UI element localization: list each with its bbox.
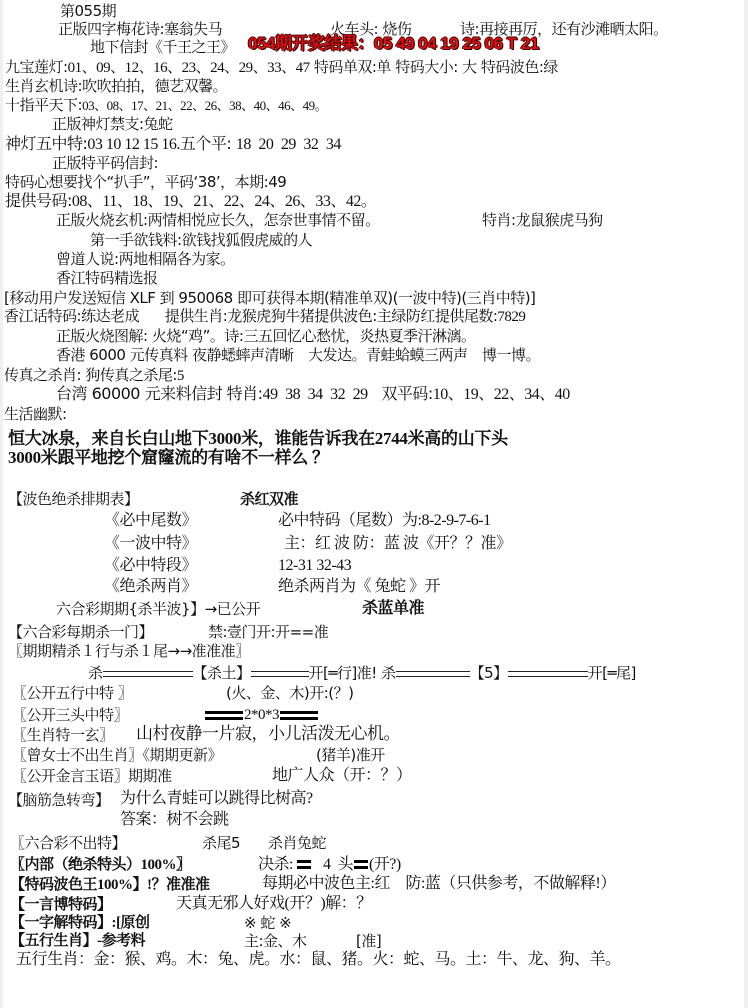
xiangjiang-select: 香江特码精选报 — [56, 269, 158, 287]
odd-even-value: 单 — [376, 58, 391, 76]
kill-door-label: 【六合彩每期杀一门】 — [8, 623, 154, 641]
wave-row-value-2: 12-31 32-43 — [278, 557, 352, 574]
left-border — [0, 0, 3, 1008]
lamp-forbidden-value: 兔蛇 — [143, 115, 173, 133]
fire-mystery-row — [56, 211, 380, 229]
hk-fax-label: 香港 6000 元传真料 — [56, 346, 188, 364]
three-heads-row — [204, 706, 319, 724]
lamp-five-label: 神灯五中特: — [5, 134, 88, 153]
wuxing-ref-tag: [准] — [356, 932, 382, 950]
fire-mystery-value: 两情相悦应长久，怎奈世事情不留。 — [147, 211, 380, 229]
three-heads-label: 〖公开三头中特〗 — [12, 706, 129, 724]
plum-poem-row — [58, 20, 222, 38]
half-wave-right: 杀蓝单准 — [362, 600, 425, 617]
taiwan-double-label: 双平码: — [381, 384, 433, 403]
inner-head-value: 4 — [322, 856, 331, 873]
talk-color-label: 提供波色: — [314, 307, 377, 325]
fax-kill-zodiac-value: 狗 — [85, 366, 100, 384]
humor-line-1: 恒大冰泉，来自长白山地下3000米，谁能告诉我在2744米高的山下头 — [8, 429, 508, 448]
open2: 开[═尾] — [587, 664, 636, 682]
double-line-divider — [251, 671, 309, 677]
riddle-question: 为什么青蛙可以跳得比树高? — [120, 790, 313, 807]
ms-zeng-value: (猪羊)准开 — [316, 746, 385, 764]
zeng-daoren-value: 两地相隔各为家。 — [118, 250, 235, 268]
bar-glyph — [297, 860, 311, 870]
riddle-answer: 答案：树不会跳 — [120, 811, 229, 828]
provided-numbers-label: 提供号码: — [5, 191, 72, 210]
taiwan-special-label: 特肖: — [226, 384, 263, 403]
ten-fingers-value: 03、08、17、21、22、26、38、40、46、49。 — [82, 98, 328, 113]
lamp-forbidden-label: 正版神灯禁支: — [52, 115, 144, 133]
plum-poem-label: 正版四字梅花诗: — [58, 20, 165, 38]
five-elements-value: (火、金、木)开:(？) — [226, 684, 354, 702]
zodiac-poem-row — [5, 77, 227, 95]
hk-fax-value: 夜静蟋蟀声清晰 大发达。青蛙蛤蟆三两声 博一博。 — [192, 346, 541, 364]
xiangjiang-talk-row — [4, 307, 525, 326]
wave-row-value-1: 主：红 波 防：蓝 波《开？？准》 — [284, 535, 512, 552]
train-label: 火车头: — [330, 20, 379, 38]
sms-notice: [移动用户发送短信 XLF 到 950068 即可获得本期(精准单双)(一波中特)(三肖中特)] — [4, 289, 536, 307]
wuxing-list: 五行生肖：金：猴、鸡。木：兔、虎。水：鼠、猪。火：蛇、马。土：牛、龙、狗、羊。 — [16, 951, 621, 968]
bar-glyph — [280, 711, 318, 721]
hk-fax-row — [56, 346, 540, 364]
nine-lamps-row — [5, 58, 558, 77]
zodiac-poem-label: 生肖玄机诗: — [5, 77, 83, 95]
inner-head-open: (开?) — [368, 856, 401, 873]
fire-diagram-poem-value: 三五回忆心愁忧，炎热夏季汗淋漓。 — [243, 327, 476, 345]
first-hand-row — [90, 231, 312, 249]
wave-row-label-0: 《必中尾数》 — [104, 512, 198, 529]
fire-mystery-label: 正版火烧玄机: — [56, 211, 148, 229]
taiwan-letter-row — [56, 385, 570, 404]
fax-kill-tail-value: 5 — [176, 368, 184, 384]
poem-label: 诗: — [460, 20, 480, 38]
no-special-label: 〖六合彩不出特】 — [10, 834, 127, 852]
provided-numbers-value: 08、11、18、19、21、22、24、26、33、42。 — [71, 193, 377, 210]
wuxing-ref-label: 【五行生肖】-参考料 — [10, 933, 145, 949]
kill1: 杀 — [88, 664, 103, 682]
wave-table-title-right: 杀红双准 — [240, 490, 299, 508]
taiwan-special-value: 49 38 34 32 29 — [262, 386, 368, 403]
zodiac-mystery-label: 〖生肖特一玄〗 — [12, 726, 114, 744]
lamp-five-row — [5, 135, 341, 154]
bar-glyph — [205, 711, 243, 721]
one-char-value: ※ 蛇 ※ — [244, 914, 292, 932]
wave-row-value-3: 绝杀两肖为《 兔蛇 》开 — [278, 578, 441, 595]
five-elements-label: 〖公开五行中特 〗 — [12, 684, 133, 702]
golden-words-value: 地广人众（开：？） — [272, 767, 412, 784]
plum-poem-value: 塞翁失马 — [164, 20, 223, 38]
wuxing-ref-value: 主:金、木 — [244, 932, 307, 950]
fire-diagram-poem-label: 诗: — [224, 327, 244, 345]
talk-zodiac-value: 龙猴虎狗牛猪 — [227, 307, 315, 325]
humor-line-2: 3000米跟平地挖个窟窿流的有啥不一样么 ？ — [8, 448, 329, 467]
zeng-daoren-row — [56, 250, 235, 268]
inner-head-row — [258, 856, 401, 874]
five-flat-value: 18 20 29 32 34 — [235, 136, 341, 153]
odd-even-label: 特码单双: — [313, 58, 377, 76]
talk-tail-label: 提供尾数: — [434, 307, 498, 325]
tag1: 【杀土】 — [192, 664, 251, 682]
color-value: 绿 — [543, 58, 558, 76]
zeng-daoren-label: 曾道人说: — [56, 250, 119, 268]
wave-king-label: 【特码波色王100%】!？准准准 — [10, 877, 210, 893]
ten-fingers-row — [5, 96, 327, 115]
humor-label: 生活幽默: — [4, 405, 67, 423]
train-value: 烧伤 — [382, 20, 412, 38]
inner-head-suffix: 头 — [337, 856, 353, 873]
five-flat-label: 五个平: — [179, 134, 232, 153]
kill-door-value: 禁:壹门开:开==准 — [208, 623, 329, 641]
poem-value: 再接再厉，还有沙滩晒太阳。 — [479, 20, 668, 38]
wave-row-label-1: 《一波中特》 — [104, 535, 198, 552]
bar-glyph — [354, 860, 368, 870]
no-special-zodiac: 杀肖兔蛇 — [268, 834, 327, 852]
underground-letter: 地下信封《千王之王》 — [90, 38, 236, 56]
taiwan-label: 台湾 60000 元来料信封 — [56, 384, 223, 403]
nine-lamps-label: 九宝莲灯: — [5, 58, 68, 76]
zodiac-label: 特肖: — [482, 211, 516, 229]
kill-element-row — [88, 664, 636, 682]
open1: 开[═行]准! — [308, 664, 377, 682]
talk-value: 练达老成 — [81, 307, 140, 325]
wave-king-value: 每期必中波色主:红 防:蓝（只供参考，不做解释!） — [262, 875, 616, 892]
fax-kill-tail-label: 传真之杀尾: — [99, 366, 177, 384]
first-hand-value: 欲钱找狐假虎威的人 — [181, 231, 313, 249]
double-line-divider — [103, 671, 193, 677]
fire-mystery-zodiac — [482, 211, 603, 229]
talk-label: 香江话特码: — [4, 307, 82, 325]
color-label: 特码波色: — [480, 58, 544, 76]
inner-kill-label: 决杀: — [258, 856, 293, 873]
right-border — [744, 0, 748, 1008]
taiwan-double-value: 10、19、22、34、40 — [432, 386, 570, 403]
double-line-divider — [396, 671, 470, 677]
wave-row-label-3: 《绝杀两肖》 — [104, 578, 198, 595]
wave-row-value-0: 必中特码（尾数）为:8-2-9-7-6-1 — [278, 512, 491, 529]
fire-diagram-row — [56, 327, 475, 345]
result-banner: 054期开奖结果：05 49 04 19 25 06 T 21 — [248, 34, 539, 53]
size-value: 大 — [462, 58, 477, 76]
talk-zodiac-label: 提供生肖: — [164, 307, 228, 325]
one-char-label: 【一字解特码】:[原创 — [10, 915, 150, 931]
no-special-tail: 杀尾5 — [202, 834, 241, 852]
lamp-forbidden-row — [52, 115, 173, 133]
size-label: 特码大小: — [395, 58, 458, 76]
ms-zeng-label: 〖曾女士不出生肖〗《期期更新》 — [12, 746, 223, 764]
half-wave: 六合彩期期{杀半波}】→已公开 — [56, 600, 261, 618]
wave-row-label-2: 《必中特段》 — [104, 557, 198, 574]
nine-lamps-value: 01、09、12、16、23、24、29、33、47 — [67, 60, 310, 76]
tag2: 【5】 — [469, 664, 508, 682]
first-hand-label: 第一手欲钱料: — [90, 231, 182, 249]
lamp-five-value: 03 10 12 15 16. — [87, 136, 180, 153]
inner-head-label: 〖内部（绝杀特头）100%〗 — [10, 857, 191, 873]
fire-diagram-label: 正版火烧图解: — [56, 327, 148, 345]
one-word-value: 天真无邪人好戏(开？)解：？ — [176, 895, 372, 912]
one-word-label: 【一言博特码】 — [10, 897, 112, 913]
kill2: 杀 — [381, 664, 396, 682]
fax-kill-row — [4, 366, 184, 385]
special-heart: 特码心想要找个“扒手”，平码‘38’，本期:49 — [5, 173, 287, 191]
talk-color-value: 主绿防红 — [376, 307, 435, 325]
three-heads-value: 2*0*3 — [244, 707, 279, 723]
golden-words-label: 〖公开金言玉语〗期期准 — [12, 767, 172, 785]
zodiac-mystery-value: 山村夜静一片寂，小儿活泼无心机。 — [136, 724, 400, 743]
talk-tail-value: 7829 — [497, 309, 526, 325]
provided-numbers-row — [5, 192, 376, 211]
issue-number: 第055期 — [60, 2, 117, 20]
ten-fingers-label: 十指平天下: — [5, 96, 83, 114]
flat-letter: 正版特平码信封: — [52, 154, 159, 172]
zodiac-value: 龙鼠猴虎马狗 — [515, 211, 603, 229]
fire-diagram-value: 火烧“鸡”。 — [151, 327, 225, 345]
kill-element-label: 〖期期精杀１行与杀１尾→→准准准〗 — [8, 642, 250, 660]
fax-kill-zodiac-label: 传真之杀肖: — [4, 366, 82, 384]
wave-table-title: 【波色绝杀排期表】 — [8, 490, 139, 508]
zodiac-poem-value: 吹吹拍拍，德艺双馨。 — [82, 77, 228, 95]
double-line-divider — [508, 671, 588, 677]
riddle-label: 【脑筋急转弯】 — [8, 791, 110, 809]
